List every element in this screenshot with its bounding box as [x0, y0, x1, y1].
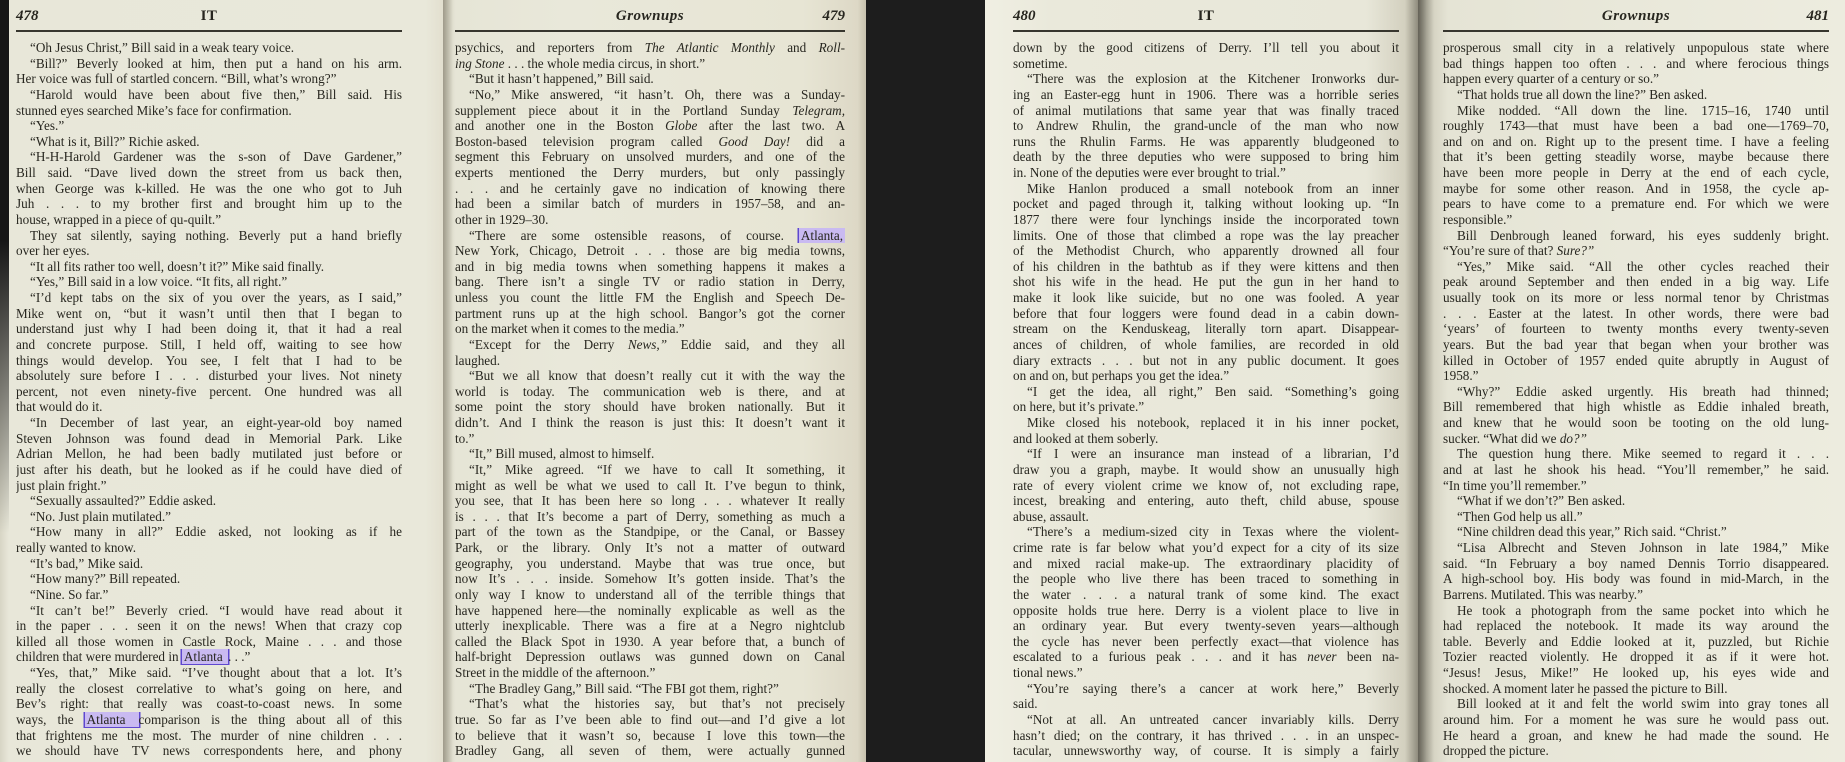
text-line: “Except for the Derry News,” Eddie said, and they all: [469, 336, 845, 352]
text-line: on here, but it’s private.”: [1013, 399, 1145, 415]
running-head: IT: [200, 8, 218, 24]
text-line: half-bright Depression outlaws was gunned down on Canal: [455, 649, 845, 665]
text-line: “Jesus! Jesus, Mike!” He looked up, his eyes wide and: [1443, 665, 1829, 680]
text-line: to believe that it wasn’t so, because I love this town—the: [455, 727, 845, 743]
text-line: Bill Denbrough leaned forward, his eyes suddenly bright.: [1457, 227, 1829, 243]
text-line: “There was the explosion at the Kitchener Ironworks dur-: [1027, 71, 1399, 87]
text-line: bad things happen too often . . . and where ferocious things: [1443, 55, 1829, 71]
page-479: [443, 0, 866, 762]
text-line: just plain fright.”: [16, 477, 107, 493]
text-line: New York, Chicago, Detroit . . . those are big media towns,: [455, 243, 845, 259]
text-line: of animal mutilations that same year that was finally traced: [1013, 102, 1399, 118]
text-line: on the market when it comes to the media.”: [455, 321, 685, 337]
text-line: had been a similar batch of murders in 1957–58, and an-: [455, 196, 845, 212]
text-line: “If I were an insurance man instead of a librarian, I’d: [1027, 446, 1399, 462]
text-line: Bill said. “Dave lived down the street from us back then,: [16, 165, 402, 180]
page-number: 480: [1013, 8, 1036, 24]
text-line: in. None of the deputies were ever brought to trial.”: [1013, 165, 1286, 180]
text-line: might as well be what we used to call It. I’ve begun to think,: [455, 477, 845, 493]
text-line: and looked at them soberly.: [1013, 430, 1159, 446]
page-header: [1013, 0, 1399, 30]
text-line: “Not at all. An untreated cancer invariably kills. Derry: [1027, 711, 1399, 727]
text-line: have been more people in Derry at the end of each cycle,: [1443, 165, 1829, 180]
text-line: dropped the picture.: [1443, 743, 1549, 759]
header-rule: [1013, 30, 1399, 32]
text-line: unless you count the little FM the English and Speech De-: [455, 290, 845, 305]
header-rule: [455, 30, 845, 32]
text-line: incest, breaking and entering, auto theft, child abuse, spouse: [1013, 493, 1399, 509]
text-line: partment runs up at the high school. Bangor’s got the corner: [455, 305, 845, 321]
text-line: “I’d kept tabs on the six of you over the years, as I said,”: [30, 290, 402, 305]
text-column: [1013, 40, 1399, 759]
text-line: tacular, unnewsworthy way, of course. It is simply a fairly: [1013, 743, 1399, 759]
text-line: of the Methodist Church, who apparently drowned all four: [1013, 243, 1399, 259]
text-line: experts mentioned the Derry murders, but only passingly: [455, 165, 845, 180]
text-line: now It’s . . . inside. Somehow It’s gotten inside. That’s the: [455, 571, 845, 587]
text-line: Bradley Gang, all seven of them, were actually gunned: [455, 743, 845, 759]
text-column: [1443, 40, 1829, 759]
text-line: “Oh Jesus Christ,” Bill said in a weak teary voice.: [30, 40, 295, 55]
page-481: [1418, 0, 1845, 762]
text-line: bang. There isn’t a single TV or radio station in Derry,: [455, 274, 845, 290]
text-line: the water . . . a natural trank of some kind. The exact: [1013, 586, 1399, 602]
text-line: They sat silently, saying nothing. Beverly put a hand briefly: [30, 227, 402, 243]
text-line: He took a photograph from the same pocket into which he: [1457, 602, 1829, 618]
text-line: and at last he shook his head. “You’ll remember,” he said.: [1443, 461, 1829, 477]
text-line: killed all those women in Castle Rock, Maine . . . and those: [16, 633, 402, 649]
text-line: “It all fits rather too well, doesn’t it?” Mike said finally.: [30, 258, 325, 274]
text-line: ‘years’ of fourteen to twenty months every twenty-seven: [1443, 321, 1829, 337]
text-line: “The Bradley Gang,” Bill said. “The FBI got them, right?”: [469, 680, 779, 696]
text-line: “Lisa Albrecht and Steven Johnson in late 1984,” Mike: [1457, 540, 1829, 555]
text-column: [16, 40, 402, 759]
text-line: sucker. “What did we do?”: [1443, 430, 1587, 446]
text-line: you see, that It has been here so long . . . whatever It really: [455, 493, 845, 509]
text-line: shot his wife in the head. He put the gun in her hand to: [1013, 274, 1399, 290]
text-line: Mike nodded. “All down the line. 1715–16, 1740 until: [1457, 102, 1829, 118]
text-line: shocked. A moment later he passed the picture to Bill.: [1443, 680, 1728, 696]
text-line: “Bill?” Beverly looked at him, then put a hand on his arm.: [30, 55, 402, 71]
text-line: “That’s what the histories say, but that’s not precisely: [469, 696, 845, 712]
text-line: hasn’t died; on the contrary, it has thrived . . . in an unspec-: [1013, 727, 1399, 743]
text-line: that it’s been getting steadily worse, maybe because there: [1443, 149, 1829, 165]
text-line: “In December of last year, an eight-year-old boy named: [30, 415, 402, 430]
header-rule: [1443, 30, 1829, 32]
text-line: Steven Johnson was found dead in Memorial Park. Like: [16, 430, 402, 446]
text-line: world is today. The communication web is there, and at: [455, 383, 845, 399]
text-line: that frightens me the most. The murder of nine children . . .: [16, 727, 402, 743]
text-line: on and on, but perhaps you get the idea.”: [1013, 368, 1230, 384]
text-line: “Yes,” Bill said in a low voice. “It fits, all right.”: [30, 274, 288, 290]
text-line: and knew that he would soon be tooting on the old lung-: [1443, 415, 1829, 430]
text-line: to.”: [455, 430, 475, 446]
text-line: runs the Rhulin Farms. He was apparently bludgeoned to: [1013, 133, 1399, 149]
text-line: Bill remembered that high whistle as Eddie inhaled breath,: [1443, 399, 1829, 415]
text-line: “Nine. So far.”: [30, 586, 109, 602]
page-number: 479: [822, 8, 845, 24]
text-line: we should have TV news correspondents here, and phony: [16, 743, 402, 759]
page-480: [985, 0, 1418, 762]
text-line: said. “In February a boy named Dennis Torrio disappeared.: [1443, 555, 1829, 571]
text-line: “What is it, Bill?” Richie asked.: [30, 133, 200, 149]
text-line: and another one in the Boston Globe after the last two. A: [455, 118, 845, 134]
text-line: over her eyes.: [16, 243, 90, 259]
text-line: roughly 1743—that must have been a bad one—1769–70,: [1443, 118, 1829, 134]
text-line: “No. Just plain mutilated.”: [30, 508, 172, 524]
text-line: absolutely sure before I . . . disturbed your lives. Not ninety: [16, 368, 402, 384]
text-line: peak around September and then ended in a big way. Life: [1443, 274, 1829, 290]
text-line: called the Black Spot in 1930. A year before that, a bunch of: [455, 633, 845, 649]
text-line: “Yes, that,” Mike said. “I’ve thought about that a lot. It’s: [30, 665, 402, 680]
text-line: “You’re saying there’s a cancer at work here,” Beverly: [1027, 680, 1399, 696]
text-line: “There are some ostensible reasons, of course. Atlanta,: [469, 227, 843, 243]
text-line: “It’s bad,” Mike said.: [30, 555, 144, 571]
text-line: 1958.”: [1443, 368, 1479, 384]
text-line: laughed.: [455, 352, 501, 368]
text-line: pears to have come to a premature end. For which we were: [1443, 196, 1829, 212]
running-head: Grownups: [1601, 8, 1671, 24]
text-line: years. But the bad year that began when your brother was: [1443, 336, 1829, 352]
text-line: Mike went on, “but it wasn’t until then that I began to: [16, 305, 402, 321]
text-line: Park, or the library. Only It’s not a matter of outward: [455, 540, 845, 555]
text-line: “I get the idea, all right,” Ben said. “Something’s going: [1027, 383, 1399, 399]
text-line: “It can’t be!” Beverly cried. “I would have read about it: [30, 602, 402, 618]
text-line: “It,” Mike agreed. “If we have to call It something, it: [469, 461, 845, 477]
text-line: had replaced the notebook. It made its way around the: [1443, 618, 1829, 634]
text-line: supplement piece about it in the Portland Sunday Telegram,: [455, 102, 845, 118]
highlight-atlanta[interactable]: Atlanta: [86, 711, 137, 727]
text-line: before that four loggers were found dead in a cabin down-: [1013, 305, 1399, 321]
text-line: Barrens. Mutilated. This was nearby.”: [1443, 586, 1643, 602]
text-line: “Harold would have been about five then,” Bill said. His: [30, 86, 402, 102]
page-header: [16, 0, 402, 30]
text-line: “What if we don’t?” Ben asked.: [1457, 493, 1626, 509]
text-line: the cycle has never been perfectly exact—that violence has: [1013, 633, 1399, 649]
page-number: 481: [1806, 8, 1829, 24]
text-line: Juh . . . to my brother first and brought him up to the: [16, 196, 402, 212]
text-line: Tozier reacted violently. He dropped it as if it were hot.: [1443, 649, 1829, 665]
text-line: Mike closed his notebook, replaced it in his inner pocket,: [1027, 415, 1399, 430]
text-line: table. Beverly and Eddie looked at it, puzzled, but Richie: [1443, 633, 1829, 649]
text-line: geography, you understand. Maybe that was true once, but: [455, 555, 845, 571]
text-line: really wanted to know.: [16, 540, 136, 555]
text-line: responsible.”: [1443, 211, 1513, 227]
text-line: The question hung there. Mike seemed to regard it . . .: [1457, 446, 1829, 462]
text-line: Bill looked at it and felt the world swim into gray tones all: [1457, 696, 1829, 712]
text-line: “But it hasn’t happened,” Bill said.: [469, 71, 654, 87]
text-line: just after his death, but he looked as if he could have died of: [16, 461, 402, 477]
text-line: and concrete purpose. Still, I held off, waiting to see how: [16, 336, 402, 352]
text-line: “Yes,” Mike said. “All the other cycles reached their: [1457, 258, 1829, 274]
text-line: and on and on. Right up to the present time. I have a feeling: [1443, 133, 1829, 149]
page-number: 478: [16, 8, 39, 24]
text-line: understand just why I had been doing it, that it had a real: [16, 321, 402, 337]
text-line: an ordinary year. But every twenty-seven years—although: [1013, 618, 1399, 634]
page-header: [1443, 0, 1829, 30]
text-line: abuse, assault.: [1013, 508, 1089, 524]
text-line: utterly inexplicable. There was a fire at a Negro nightclub: [455, 618, 845, 634]
text-line: sometime.: [1013, 55, 1068, 71]
text-line: psychics, and reporters from The Atlantic Monthly and Roll-: [455, 40, 845, 55]
text-line: “Sexually assaulted?” Eddie asked.: [30, 493, 217, 509]
text-line: usually took on its more or less normal tenor by Christmas: [1443, 290, 1829, 305]
text-line: “But we all know that doesn’t really cut it with the way the: [469, 368, 845, 384]
text-line: death by the three deputies who were supposed to bring him: [1013, 149, 1399, 165]
text-line: only way I know to understand all of the terrible things that: [455, 586, 845, 602]
text-line: segment this February on unsolved murders, and one of the: [455, 149, 845, 165]
text-line: draw you a graph, maybe. It would show an unusually high: [1013, 461, 1399, 477]
text-line: Street in the middle of the afternoon.”: [455, 665, 656, 680]
text-line: stream on the Kenduskeag, literally torn apart. Disappear-: [1013, 321, 1399, 337]
text-line: children that were murdered in Atlanta . . .”: [16, 649, 251, 665]
text-line: maybe for some other reason. And in 1958, the cycle ap-: [1443, 180, 1829, 196]
text-line: Bev’s right: that really was coast-to-coast news. In some: [16, 696, 402, 712]
text-column: [455, 40, 845, 759]
text-line: “Then God help us all.”: [1457, 508, 1583, 524]
text-line: “You’re sure of that? Sure?”: [1443, 243, 1595, 259]
text-line: “No,” Mike answered, “it hasn’t. Oh, there was a Sunday-: [469, 86, 845, 102]
running-head: IT: [1197, 8, 1215, 24]
text-line: the people who live there has been traced to something in: [1013, 571, 1399, 587]
text-line: opposite holds true here. Derry is a violent place to live in: [1013, 602, 1399, 618]
text-line: other in 1929–30.: [455, 211, 549, 227]
text-line: pocket and paged through it, talking without looking up. “In: [1013, 196, 1399, 212]
text-line: have happened here—the nominally explicable as well as the: [455, 602, 845, 618]
text-line: really the closest correlative to what’s going on here, and: [16, 680, 402, 696]
text-line: of his children in the bathtub as if they were kittens and then: [1013, 258, 1399, 274]
text-line: A high-school boy. His body was found in mid-March, in the: [1443, 571, 1829, 587]
text-line: tional news.”: [1013, 665, 1083, 680]
text-line: and mixed racial make-up. The extraordinary placidity of: [1013, 555, 1399, 571]
text-line: escalated to a furious peak . . . and it has never been na-: [1013, 649, 1399, 665]
page-header: [455, 0, 845, 30]
text-line: “Nine children dead this year,” Rich said. “Christ.”: [1457, 524, 1727, 540]
text-line: part of the town as the Standpipe, or the Canal, or Bassey: [455, 524, 845, 540]
text-line: Mike Hanlon produced a small notebook from an inner: [1027, 180, 1399, 196]
text-line: limits. One of those that climbed a rope was the lay preacher: [1013, 227, 1399, 243]
text-line: “There’s a medium-sized city in Texas where the violent-: [1027, 524, 1399, 540]
page-478: [0, 0, 443, 762]
text-line: percent, not even ninety-five percent. One hundred was all: [16, 383, 402, 399]
text-line: some point the story should have broken nationally. But it: [455, 399, 845, 415]
text-line: ances of children, of whole families, are recorded in old: [1013, 336, 1399, 352]
running-head: Grownups: [615, 8, 685, 24]
text-line: house, wrapped in a piece of qu-quilt.”: [16, 211, 222, 227]
text-line: down by the good citizens of Derry. I’ll tell you about it: [1013, 40, 1399, 55]
text-line: “How many?” Bill repeated.: [30, 571, 181, 587]
text-line: killed in October of 1957 ended quite abruptly in August of: [1443, 352, 1829, 368]
text-line: stunned eyes searched Mike’s face for confirmation.: [16, 102, 292, 118]
text-line: rate of every violent crime we know of, not excluding rape,: [1013, 477, 1399, 493]
text-line: ing Stone . . . the whole media circus, in short.”: [455, 55, 706, 71]
text-line: “In time you’ll remember.”: [1443, 477, 1587, 493]
text-line: to Andrew Rhulin, the grand-uncle of the man who now: [1013, 118, 1399, 134]
text-line: things would develop. You see, I felt that I had to be: [16, 352, 402, 368]
text-line: make it look like suicide, but no one was fooled. A year: [1013, 290, 1399, 305]
text-line: true. So far as I’ve been able to find out—and I’d give a lot: [455, 711, 845, 727]
text-line: “That holds true all down the line?” Ben asked.: [1457, 86, 1708, 102]
text-line: . . . Easter at the latest. In other words, there were bad: [1443, 305, 1829, 321]
text-line: Her voice was full of startled concern. “Bill, what’s wrong?”: [16, 71, 337, 87]
text-line: ways, the Atlanta comparison is the thing about all of this: [16, 711, 402, 727]
header-rule: [16, 30, 402, 32]
text-line: “Why?” Eddie asked urgently. His breath had thinned;: [1457, 383, 1829, 399]
text-line: Boston-based television program called Good Day! did a: [455, 133, 845, 149]
highlight-atlanta[interactable]: Atlanta,: [800, 227, 843, 243]
text-line: said.: [1013, 696, 1038, 712]
text-line: “H-H-Harold Gardener was the s-son of Dave Gardener,”: [30, 149, 402, 165]
text-line: crime rate is far below what you’d expect for a city of its size: [1013, 540, 1399, 555]
text-line: . . . and he certainly gave no indication of knowing there: [455, 180, 845, 196]
text-line: that would do it.: [16, 399, 103, 415]
text-line: in the paper . . . seen it on the news! When that crazy cop: [16, 618, 402, 634]
text-line: Adrian Mellon, he had been badly mutilated just before or: [16, 446, 402, 462]
text-line: 1877 there were four lynchings inside the incorporated town: [1013, 211, 1399, 227]
text-line: and in big media towns when something happens it makes a: [455, 258, 845, 274]
text-line: when George was k-killed. He was the one who got to Juh: [16, 180, 402, 196]
text-line: “How many in all?” Eddie asked, not looking as if he: [30, 524, 402, 540]
text-line: “It,” Bill mused, almost to himself.: [469, 446, 655, 462]
text-line: prosperous small city in a relatively unpopulous state where: [1443, 40, 1829, 55]
text-line: ing an Easter-egg hunt in 1906. There was a horrible series: [1013, 86, 1399, 102]
text-line: around him. For a moment he was sure he would pass out.: [1443, 711, 1829, 727]
text-line: happen every quarter of a century or so.”: [1443, 71, 1660, 87]
highlight-atlanta[interactable]: Atlanta: [183, 649, 226, 665]
text-line: “Yes.”: [30, 118, 65, 134]
text-line: He heard a groan, and knew he had made the sound. He: [1443, 727, 1829, 743]
text-line: is . . . that It’s become a part of Derry, something as much a: [455, 508, 845, 524]
text-line: didn’t. And I think the reason is just this: It doesn’t want it: [455, 415, 845, 430]
text-line: diary extracts . . . but not in any public document. It goes: [1013, 352, 1399, 368]
